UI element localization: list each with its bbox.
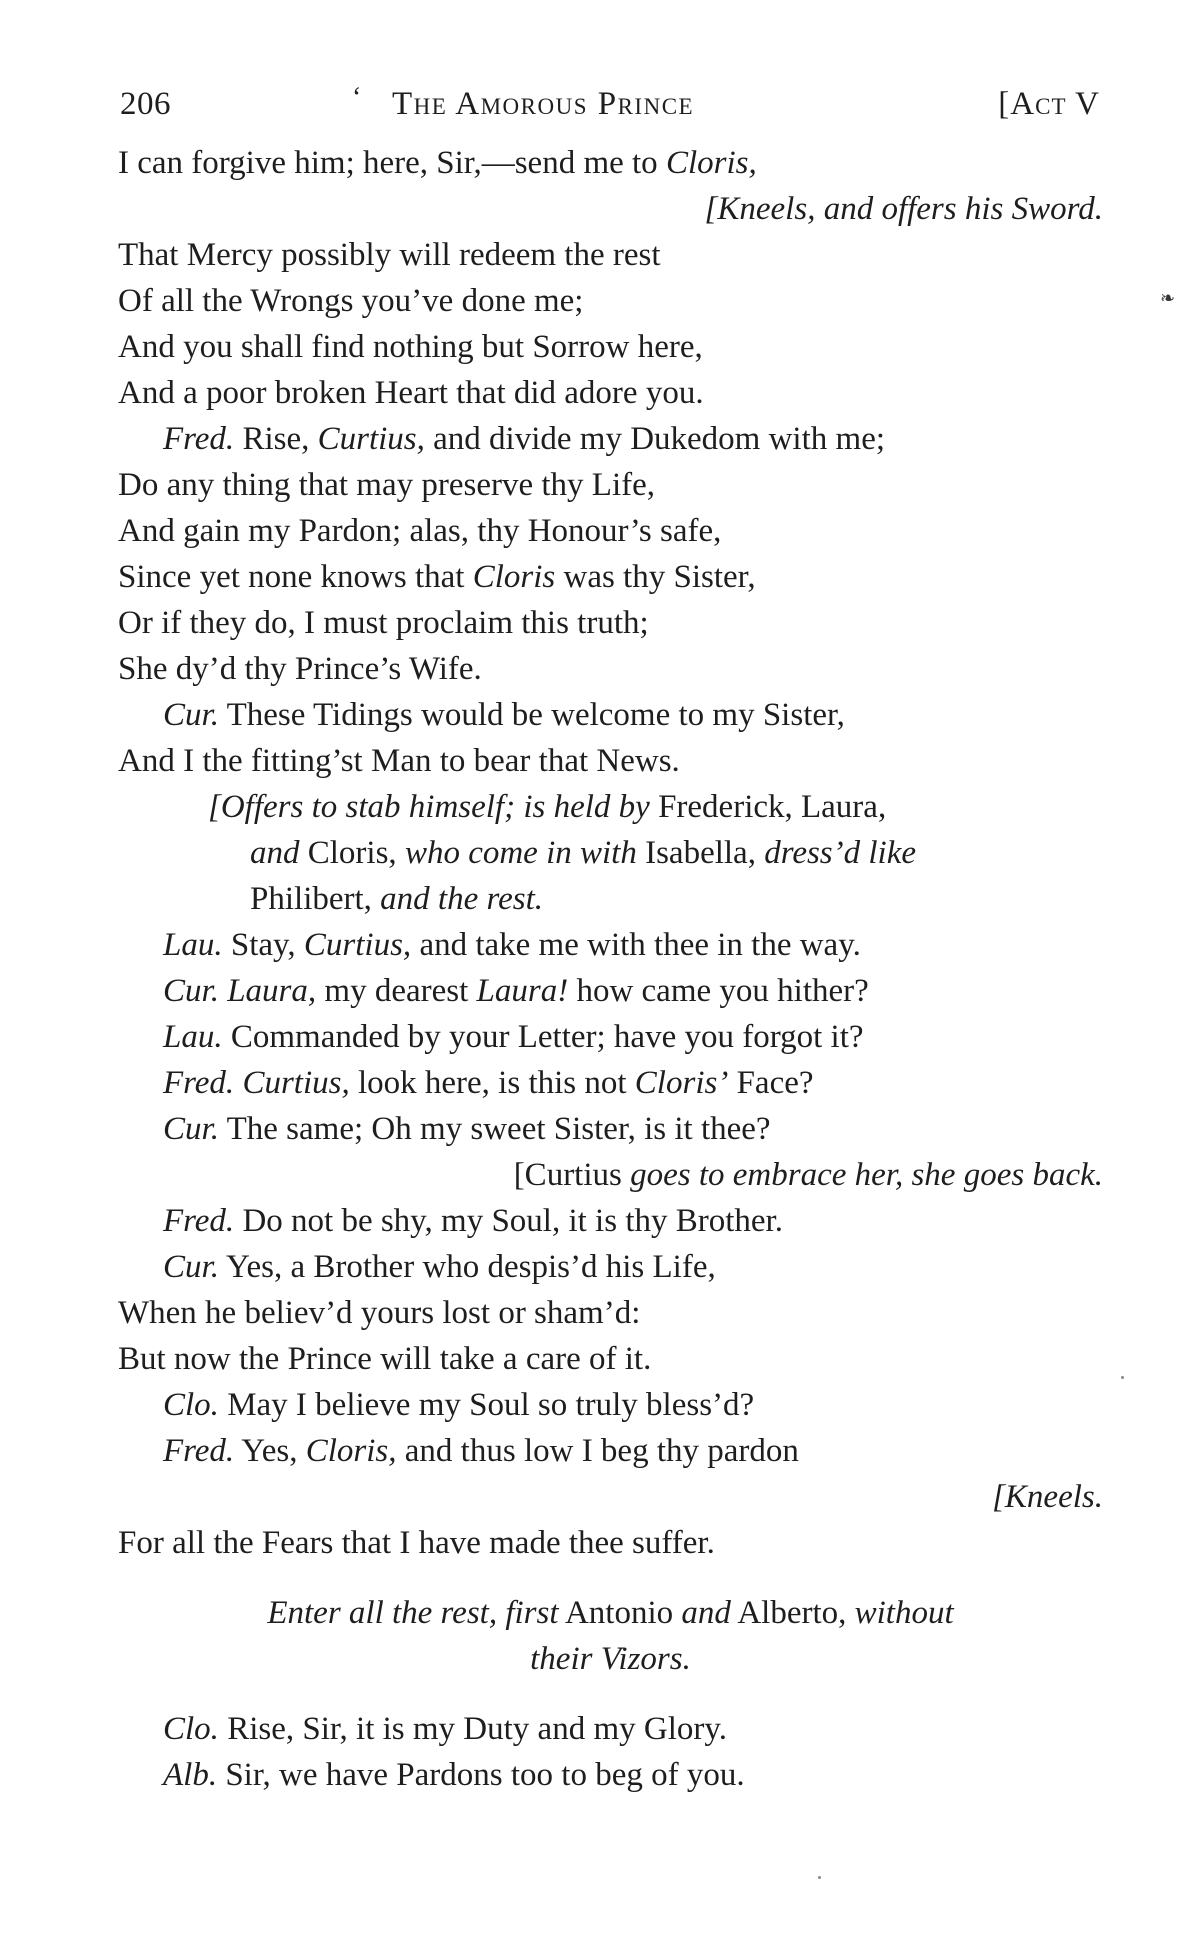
paper-speck — [1121, 1376, 1124, 1379]
play-text — [118, 140, 1103, 1798]
stage-direction: [Curtius goes to embrace her, she goes back. — [513, 1157, 1103, 1193]
speech-line: Clo. May I believe my Soul so truly bless’d? — [163, 1387, 755, 1423]
verse-line: When he believ’d yours lost or sham’d: — [118, 1295, 641, 1331]
speech-line: Cur. Yes, a Brother who despis’d his Life, — [163, 1249, 716, 1285]
speech-line: Cur. These Tidings would be welcome to my Sister, — [163, 697, 845, 733]
verse-line: Do any thing that may preserve thy Life, — [118, 467, 656, 503]
speech-line: Alb. Sir, we have Pardons too to beg of you. — [163, 1757, 745, 1793]
paper-speck — [818, 1876, 821, 1879]
stage-direction: [Kneels, and offers his Sword. — [704, 191, 1103, 227]
running-header — [120, 82, 1100, 132]
speech-line: Cur. Laura, my dearest Laura! how came you hither? — [163, 973, 869, 1009]
verse-line: I can forgive him; here, Sir,—send me to Cloris, — [118, 145, 757, 181]
speech-line: Clo. Rise, Sir, it is my Duty and my Glory. — [163, 1711, 727, 1747]
speaker-name: Alb. — [163, 1757, 218, 1793]
speech-line: Fred. Rise, Curtius, and divide my Dukedom with me; — [163, 421, 886, 457]
header-tick-mark: ‘ — [352, 82, 362, 113]
speech-line: Fred. Yes, Cloris, and thus low I beg thy pardon — [163, 1433, 799, 1469]
verse-line: And you shall find nothing but Sorrow here, — [118, 329, 703, 365]
speaker-name: Lau. — [163, 1019, 223, 1055]
verse-line: But now the Prince will take a care of it. — [118, 1341, 652, 1377]
verse-line: And gain my Pardon; alas, thy Honour’s safe, — [118, 513, 722, 549]
page-number: 206 — [120, 86, 171, 122]
speaker-name: Fred. — [163, 1203, 235, 1239]
running-title: The Amorous Prince — [392, 86, 695, 122]
stage-direction-entrance: Enter all the rest, first Antonio and Alberto, without — [267, 1595, 954, 1631]
verse-line: Since yet none knows that Cloris was thy Sister, — [118, 559, 756, 595]
speaker-name: Fred. — [163, 421, 235, 457]
speaker-name: Lau. — [163, 927, 223, 963]
verse-line: That Mercy possibly will redeem the rest — [118, 237, 661, 273]
verse-line: And I the fitting’st Man to bear that News. — [118, 743, 680, 779]
speech-line: Cur. The same; Oh my sweet Sister, is it thee? — [163, 1111, 771, 1147]
stage-direction-entrance: their Vizors. — [530, 1641, 691, 1677]
verse-line: For all the Fears that I have made thee suffer. — [118, 1525, 715, 1561]
speaker-name: Fred. — [163, 1433, 235, 1469]
speech-line: Fred. Curtius, look here, is this not Cloris’ Face? — [163, 1065, 814, 1101]
speaker-name: Cur. — [163, 697, 219, 733]
stage-direction: [Kneels. — [992, 1479, 1103, 1515]
verse-line: She dy’d thy Prince’s Wife. — [118, 651, 482, 687]
stage-direction: Philibert, and the rest. — [250, 881, 544, 917]
speech-line: Lau. Stay, Curtius, and take me with thee in the way. — [163, 927, 861, 963]
verse-line: Of all the Wrongs you’ve done me; — [118, 283, 584, 319]
stage-direction: [Offers to stab himself; is held by Frederick, Laura, — [208, 789, 887, 825]
speaker-name: Cur. — [163, 1111, 219, 1147]
speech-line: Lau. Commanded by your Letter; have you forgot it? — [163, 1019, 864, 1055]
stage-direction: and Cloris, who come in with Isabella, dress’d like — [250, 835, 917, 871]
speaker-name: Clo. — [163, 1387, 219, 1423]
speech-line: Fred. Do not be shy, my Soul, it is thy Brother. — [163, 1203, 783, 1239]
speaker-name: Fred. — [163, 1065, 235, 1101]
stray-printer-mark: ❧ — [1160, 288, 1176, 308]
speaker-name: Clo. — [163, 1711, 219, 1747]
speaker-name: Cur. — [163, 1249, 219, 1285]
verse-line: And a poor broken Heart that did adore you. — [118, 375, 704, 411]
speaker-name: Cur. — [163, 973, 219, 1009]
verse-line: Or if they do, I must proclaim this truth; — [118, 605, 649, 641]
act-label: [Act V — [998, 86, 1100, 122]
